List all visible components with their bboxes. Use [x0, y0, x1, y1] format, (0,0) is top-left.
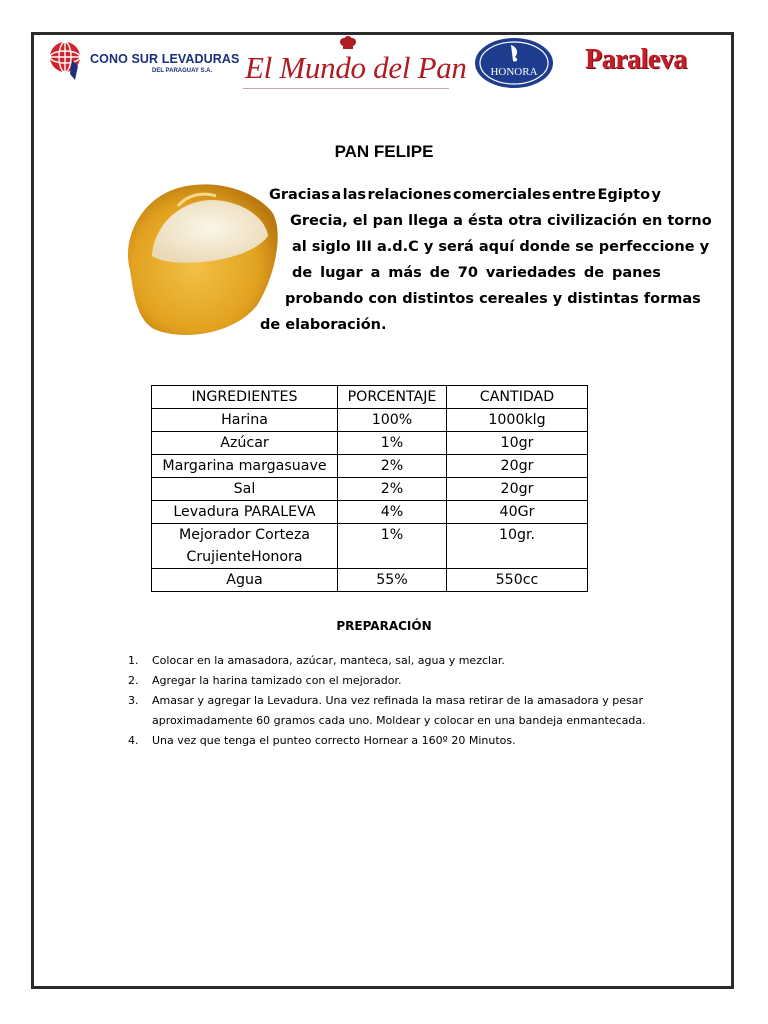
intro-line: probando con distintos cereales y distintas formas [285, 291, 701, 307]
step-number: 3. [128, 694, 139, 707]
logo-bar [45, 34, 695, 90]
cono-sur-name: CONO SUR LEVADURAS [90, 52, 240, 66]
percentage-cell: 2% [338, 478, 447, 501]
percentage-cell: 4% [338, 501, 447, 524]
list-item [108, 671, 688, 691]
chef-hat-icon [339, 36, 357, 50]
quantity-cell: 10gr [447, 432, 588, 455]
percentage-cell: 1% [338, 524, 447, 569]
quantity-cell: 20gr [447, 455, 588, 478]
ingredient-cell: Margarina margasuave [152, 455, 338, 478]
table-row [152, 478, 588, 501]
preparation-steps [108, 651, 688, 751]
percentage-cell: 100% [338, 409, 447, 432]
percentage-cell: 2% [338, 455, 447, 478]
cono-sur-subtitle: DEL PARAGUAY S.A. [152, 68, 213, 74]
intro-line: al siglo III a.d.C y será aquí donde se perfeccione y [292, 239, 710, 255]
table-row [152, 501, 588, 524]
mundo-del-pan-text: El Mundo del Pan [245, 50, 467, 85]
cono-sur-logo [48, 40, 240, 84]
header-cantidad: CANTIDAD [447, 386, 588, 409]
ingredient-cell: Harina [152, 409, 338, 432]
table-row [152, 569, 588, 592]
intro-line: de elaboración. [260, 317, 387, 333]
intro-line: Grecia, el pan llega a ésta otra civilización en torno [290, 213, 712, 229]
step-text: Colocar en la amasadora, azúcar, manteca, sal, agua y mezclar. [152, 654, 505, 667]
table-row [152, 432, 588, 455]
table-header-row [152, 386, 588, 409]
step-number: 4. [128, 734, 139, 747]
intro-line: de lugar a más de 70 variedades de panes [292, 265, 661, 281]
page-title: PAN FELIPE [334, 142, 434, 161]
ingredient-cell: Levadura PARALEVA [152, 501, 338, 524]
logo-underline [243, 88, 449, 89]
header-porcentaje: PORCENTAJE [338, 386, 447, 409]
quantity-cell: 550cc [447, 569, 588, 592]
list-item [108, 691, 688, 731]
honora-badge-icon [473, 37, 555, 89]
globe-icon [48, 40, 84, 84]
quantity-cell: 40Gr [447, 501, 588, 524]
ingredient-cell: Agua [152, 569, 338, 592]
step-number: 1. [128, 654, 139, 667]
ingredients-table [151, 385, 588, 592]
ingredient-cell: Azúcar [152, 432, 338, 455]
svg-text:HONORA: HONORA [490, 66, 538, 78]
ingredient-cell: Mejorador Corteza CrujienteHonora [152, 524, 338, 569]
step-text: Agregar la harina tamizado con el mejorador. [152, 674, 402, 687]
preparation-title: PREPARACIÓN [336, 619, 432, 633]
paraleva-logo: Paraleva [585, 44, 687, 75]
mundo-del-pan-logo [241, 36, 467, 90]
step-text: Una vez que tenga el punteo correcto Hornear a 160º 20 Minutos. [152, 734, 516, 747]
quantity-cell: 10gr. [447, 524, 588, 569]
intro-line: Gracias a las relaciones comerciales entre Egipto y [269, 187, 661, 203]
honora-logo [473, 37, 555, 89]
table-row [152, 524, 588, 569]
percentage-cell: 1% [338, 432, 447, 455]
table-row [152, 455, 588, 478]
list-item [108, 651, 688, 671]
step-text: Amasar y agregar la Levadura. Una vez refinada la masa retirar de la amasadora y pesar aproximadamente 60 gramos cada uno. Moldear y colocar en una bandeja enmantecada. [152, 694, 646, 727]
quantity-cell: 20gr [447, 478, 588, 501]
table-row [152, 409, 588, 432]
ingredient-cell: Sal [152, 478, 338, 501]
percentage-cell: 55% [338, 569, 447, 592]
quantity-cell: 1000klg [447, 409, 588, 432]
header-ingredientes: INGREDIENTES [152, 386, 338, 409]
list-item [108, 731, 688, 751]
step-number: 2. [128, 674, 139, 687]
